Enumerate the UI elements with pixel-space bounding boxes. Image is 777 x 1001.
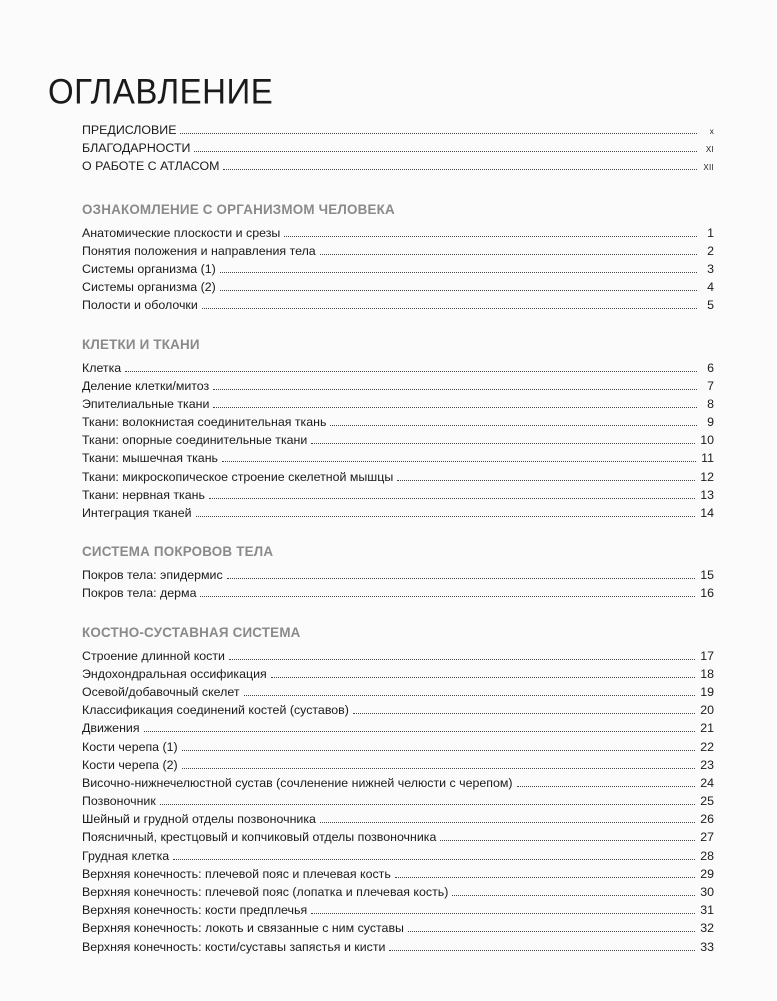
toc-entry-label: Полости и оболочки xyxy=(82,298,198,313)
dot-leader xyxy=(320,821,695,823)
toc-entry-label: БЛАГОДАРНОСТИ xyxy=(82,141,191,156)
toc-entry-label: Височно-нижнечелюстной сустав (сочленение нижней челюсти с черепом) xyxy=(82,775,513,790)
toc-entry[interactable] xyxy=(82,938,714,956)
dot-leader xyxy=(397,479,695,481)
toc-entry-page: 30 xyxy=(700,885,714,899)
toc-entry-page: x xyxy=(709,127,714,136)
dot-leader xyxy=(173,858,695,860)
toc-entry-label: Ткани: мышечная ткань xyxy=(82,451,219,466)
toc-entry-page: 26 xyxy=(700,812,714,827)
dot-leader xyxy=(353,712,695,714)
toc-entry-page: 5 xyxy=(707,298,714,313)
toc-entry-page: 21 xyxy=(700,721,714,736)
dot-leader xyxy=(284,235,697,237)
dot-leader xyxy=(227,577,696,579)
toc-entry-label: Системы организма (2) xyxy=(82,280,216,295)
toc-entry-page: 31 xyxy=(700,903,714,918)
dot-leader xyxy=(389,949,695,951)
toc-entry-page: 22 xyxy=(700,739,714,754)
spacer xyxy=(82,522,714,542)
spacer xyxy=(82,315,714,335)
toc-entry[interactable] xyxy=(82,901,714,919)
toc-entry-page: XI xyxy=(705,145,714,155)
toc-entry-label: Верхняя конечность: кости/суставы запястья и кисти xyxy=(82,939,386,954)
section-heading: КОСТНО-СУСТАВНАЯ СИСТЕМА xyxy=(82,624,301,640)
section-heading: КЛЕТКИ И ТКАНИ xyxy=(82,336,200,352)
dot-leader xyxy=(202,307,697,309)
toc-entry-page: 17 xyxy=(700,648,714,663)
dot-leader xyxy=(213,388,697,390)
toc-entry[interactable] xyxy=(82,810,714,828)
toc-entry[interactable] xyxy=(82,738,714,756)
table-of-contents xyxy=(82,121,714,956)
toc-entry[interactable] xyxy=(82,792,714,810)
toc-entry-page: 15 xyxy=(700,568,714,583)
toc-entry-page: 7 xyxy=(707,378,714,393)
toc-entry-label: Классификация соединений костей (суставов) xyxy=(82,703,349,718)
toc-entry[interactable] xyxy=(82,756,714,774)
toc-entry-label: Ткани: опорные соединительные ткани xyxy=(82,433,308,448)
toc-entry-page: 20 xyxy=(700,703,714,718)
toc-entry[interactable] xyxy=(82,395,714,413)
toc-entry[interactable] xyxy=(82,359,714,377)
toc-entry-page: 16 xyxy=(700,586,714,601)
toc-entry-label: Покров тела: эпидермис xyxy=(82,568,223,583)
dot-leader xyxy=(144,730,696,732)
dot-leader xyxy=(408,930,695,932)
toc-entry-page: 9 xyxy=(707,415,714,430)
toc-entry-label: Анатомические плоскости и срезы xyxy=(82,225,281,240)
toc-entry[interactable] xyxy=(82,701,714,719)
dot-leader xyxy=(220,289,697,291)
dot-leader xyxy=(311,442,695,444)
toc-entry-label: Верхняя конечность: плечевой пояс (лопатка и плечевая кость) xyxy=(82,885,449,899)
toc-entry-label: Кости черепа (2) xyxy=(82,757,178,772)
toc-entry-label: Позвоночник xyxy=(82,794,156,809)
dot-leader xyxy=(440,839,695,841)
toc-entry-page: 11 xyxy=(701,451,714,466)
toc-entry-page: 32 xyxy=(700,921,714,936)
toc-entry-label: Клетка xyxy=(82,360,122,375)
dot-leader xyxy=(395,876,695,878)
page-title: ОГЛАВЛЕНИЕ xyxy=(48,71,274,112)
dot-leader xyxy=(311,912,695,914)
toc-entry[interactable] xyxy=(82,665,714,683)
toc-entry-label: Эпителиальные ткани xyxy=(82,396,210,411)
toc-entry-page: 23 xyxy=(700,757,714,772)
toc-entry-label: Ткани: нервная ткань xyxy=(82,487,205,502)
toc-entry[interactable] xyxy=(82,296,714,314)
dot-leader xyxy=(182,749,696,751)
dot-leader xyxy=(244,694,696,696)
toc-entry-page: 25 xyxy=(700,794,714,809)
toc-entry[interactable] xyxy=(82,774,714,792)
toc-entry-page: 13 xyxy=(700,487,714,502)
toc-entry[interactable] xyxy=(82,683,714,701)
toc-entry-label: Покров тела: дерма xyxy=(82,586,197,601)
toc-entry-label: Шейный и грудной отделы позвоночника xyxy=(82,812,316,827)
toc-entry[interactable] xyxy=(82,919,714,937)
dot-leader xyxy=(125,370,697,372)
toc-entry-label: Деление клетки/митоз xyxy=(82,378,210,393)
toc-entry-label: Грудная клетка xyxy=(82,848,170,863)
toc-entry-label: Верхняя конечность: кости предплечья xyxy=(82,903,308,918)
toc-entry[interactable] xyxy=(82,242,714,260)
toc-entry-label: Верхняя конечность: плечевой пояс и плечевая кость xyxy=(82,866,391,881)
dot-leader xyxy=(180,132,697,134)
toc-entry-page: 27 xyxy=(700,830,714,845)
toc-entry-page: 18 xyxy=(700,666,714,681)
dot-leader xyxy=(271,676,695,678)
toc-entry-label: Поясничный, крестцовый и копчиковый отделы позвоночника xyxy=(82,830,437,845)
dot-leader xyxy=(160,803,695,805)
dot-leader xyxy=(182,767,696,769)
toc-entry[interactable] xyxy=(82,449,714,467)
toc-entry-page: 19 xyxy=(700,684,714,699)
toc-entry[interactable] xyxy=(82,719,714,737)
toc-entry-page: 28 xyxy=(700,848,714,863)
toc-entry-label: Системы организма (1) xyxy=(82,261,216,276)
dot-leader xyxy=(517,785,696,787)
toc-entry-label: Верхняя конечность: локоть и связанные с ним суставы xyxy=(82,921,404,936)
toc-entry-label: ПРЕДИСЛОВИЕ xyxy=(82,123,177,137)
toc-entry[interactable] xyxy=(82,828,714,846)
toc-entry-page: 10 xyxy=(700,433,714,448)
toc-entry-page: XII xyxy=(703,163,714,173)
toc-entry-label: Ткани: микроскопическое строение скелетной мышцы xyxy=(82,469,394,484)
toc-entry[interactable] xyxy=(82,377,714,395)
dot-leader xyxy=(194,150,697,152)
toc-entry[interactable] xyxy=(82,224,714,242)
dot-leader xyxy=(223,168,697,170)
toc-entry-label: Интеграция тканей xyxy=(82,506,192,520)
toc-entry-page: 33 xyxy=(700,939,714,954)
dot-leader xyxy=(320,253,697,255)
toc-entry-page: 14 xyxy=(700,506,714,520)
toc-entry-label: Эндохондральная оссификация xyxy=(82,666,267,681)
toc-entry[interactable] xyxy=(82,486,714,504)
toc-entry[interactable] xyxy=(82,121,714,139)
toc-entry-page: 8 xyxy=(707,396,714,411)
dot-leader xyxy=(220,271,697,273)
toc-entry-page: 24 xyxy=(700,775,714,790)
toc-entry-label: Движения xyxy=(82,721,140,736)
spacer xyxy=(82,176,714,200)
toc-entry[interactable] xyxy=(82,865,714,883)
toc-entry-page: 6 xyxy=(707,360,714,375)
toc-entry-label: Ткани: волокнистая соединительная ткань xyxy=(82,415,327,430)
dot-leader xyxy=(330,424,697,426)
dot-leader xyxy=(229,658,695,660)
toc-entry[interactable] xyxy=(82,431,714,449)
toc-entry[interactable] xyxy=(82,566,714,584)
toc-entry[interactable] xyxy=(82,584,714,602)
toc-entry[interactable] xyxy=(82,647,714,665)
dot-leader xyxy=(196,515,696,517)
toc-entry-page: 3 xyxy=(707,261,714,276)
toc-entry-page: 2 xyxy=(707,243,714,258)
toc-entry[interactable] xyxy=(82,413,714,431)
toc-entry-page: 4 xyxy=(707,280,714,295)
toc-entry-label: Осевой/добавочный скелет xyxy=(82,684,240,699)
toc-entry-page: 29 xyxy=(700,866,714,881)
toc-entry-page: 1 xyxy=(707,225,714,240)
toc-entry[interactable] xyxy=(82,260,714,278)
toc-entry[interactable] xyxy=(82,468,714,486)
toc-entry[interactable] xyxy=(82,883,714,901)
toc-entry-page: 12 xyxy=(700,469,714,484)
dot-leader xyxy=(213,406,697,408)
spacer xyxy=(82,603,714,623)
toc-entry[interactable] xyxy=(82,139,714,157)
dot-leader xyxy=(209,497,695,499)
toc-entry-label: Кости черепа (1) xyxy=(82,739,178,754)
toc-entry[interactable] xyxy=(82,157,714,175)
toc-entry-label: О РАБОТЕ С АТЛАСОМ xyxy=(82,159,220,174)
toc-entry-label: Строение длинной кости xyxy=(82,648,225,663)
section-heading: ОЗНАКОМЛЕНИЕ С ОРГАНИЗМОМ ЧЕЛОВЕКА xyxy=(82,201,395,217)
toc-entry[interactable] xyxy=(82,847,714,865)
section-heading: СИСТЕМА ПОКРОВОВ ТЕЛА xyxy=(82,544,274,560)
dot-leader xyxy=(452,894,695,896)
toc-entry-label: Понятия положения и направления тела xyxy=(82,243,316,258)
dot-leader xyxy=(222,460,696,462)
toc-entry[interactable] xyxy=(82,504,714,522)
dot-leader xyxy=(200,595,695,597)
toc-entry[interactable] xyxy=(82,278,714,296)
